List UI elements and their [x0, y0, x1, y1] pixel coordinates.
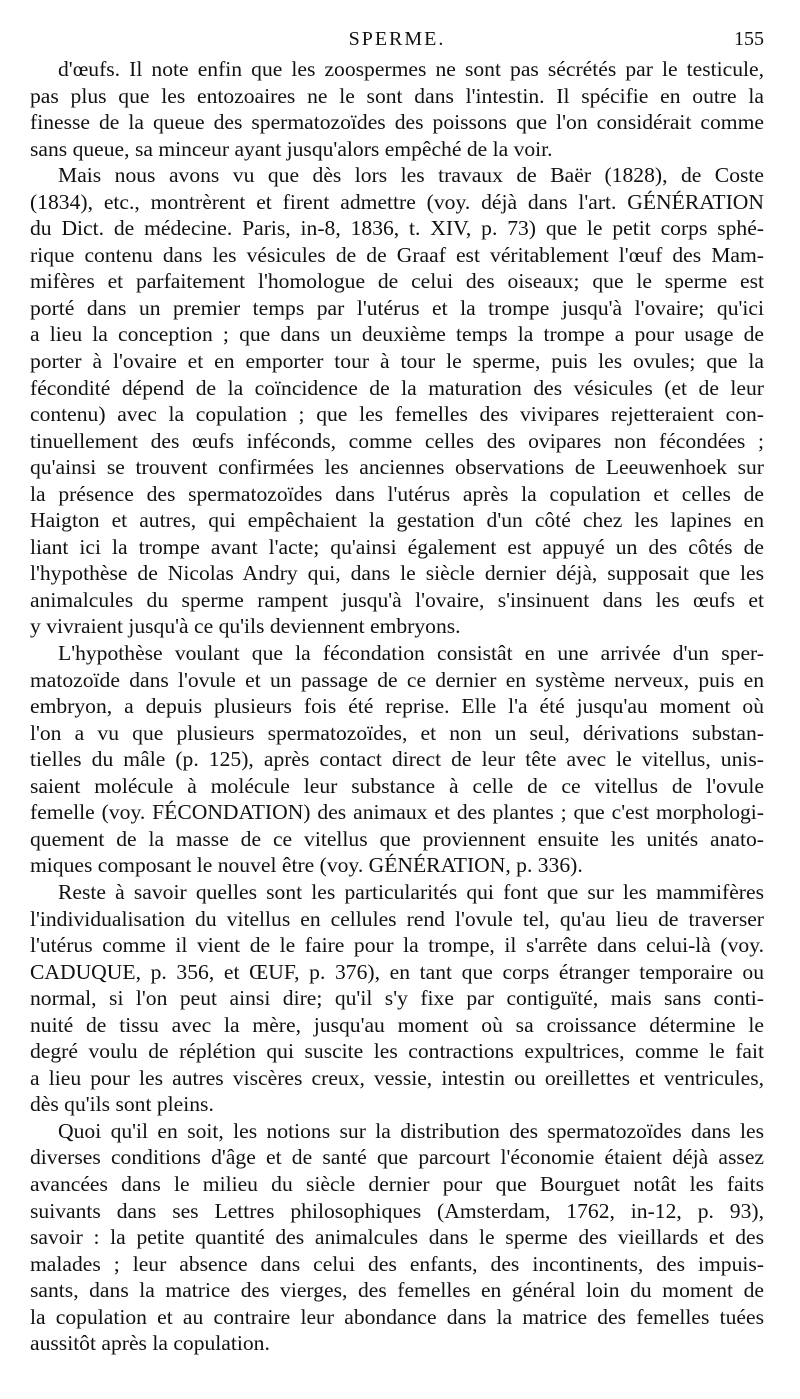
- text-line: d'œufs. Il note enfin que les zoospermes ne sont pas sécrétés par le testicule,: [58, 57, 764, 81]
- text-line: finesse de la queue des spermatozoïdes des poissons que l'on considérait comme: [30, 110, 764, 135]
- paragraph: [30, 879, 764, 1118]
- text-line: miques composant le nouvel être (voy. GÉNÉRATION, p. 336).: [30, 853, 583, 878]
- text-line: normal, si l'on peut ainsi dire; qu'il s'y fixe par contiguïté, mais sans conti-: [30, 986, 764, 1011]
- text-line: CADUQUE, p. 356, et ŒUF, p. 376), en tant que corps étranger temporaire ou: [30, 959, 764, 984]
- body-text: [30, 56, 764, 1357]
- paragraph: [30, 56, 764, 162]
- text-line: Quoi qu'il en soit, les notions sur la distribution des spermatozoïdes dans les: [58, 1118, 764, 1143]
- text-line: sans queue, sa minceur ayant jusqu'alors empêché de la voir.: [30, 136, 553, 161]
- text-line: saient molécule à molécule leur substance à celle de ce vitellus de l'ovule: [30, 773, 764, 798]
- text-line: matozoïde dans l'ovule et un passage de ce dernier en système nerveux, puis en: [30, 667, 764, 692]
- text-line: liant ici la trompe avant l'acte; qu'ainsi également est appuyé un des côtés de: [30, 534, 764, 559]
- text-line: tielles du mâle (p. 125), après contact direct de leur tête avec le vitellus, unis-: [30, 747, 764, 772]
- text-line: du Dict. de médecine. Paris, in-8, 1836, t. XIV, p. 73) que le petit corps sphé-: [30, 216, 764, 241]
- text-line: (1834), etc., montrèrent et firent admettre (voy. déjà dans l'art. GÉNÉRATION: [30, 189, 764, 214]
- text-line: savoir : la petite quantité des animalcules dans le sperme des vieillards et des: [30, 1225, 764, 1250]
- text-line: tinuellement des œufs inféconds, comme celles des ovipares non fécondées ;: [30, 428, 764, 453]
- text-line: porté dans un premier temps par l'utérus et la trompe jusqu'à l'ovaire; qu'ici: [30, 295, 764, 320]
- text-line: suivants dans ses Lettres philosophiques (Amsterdam, 1762, in-12, p. 93),: [30, 1198, 764, 1223]
- text-line: a lieu pour les autres viscères creux, vessie, intestin ou oreillettes et ventricules,: [30, 1065, 764, 1090]
- text-line: contenu) avec la copulation ; que les femelles des vivipares rejetteraient con-: [30, 402, 764, 427]
- text-line: animalcules du sperme rampent jusqu'à l'ovaire, s'insinuent dans les œufs et: [30, 587, 764, 612]
- text-line: Mais nous avons vu que dès lors les travaux de Baër (1828), de Coste: [58, 163, 764, 188]
- text-line: aussitôt après la copulation.: [30, 1331, 270, 1356]
- text-line: diverses conditions d'âge et de santé que parcourt l'économie étaient déjà assez: [30, 1145, 764, 1170]
- paragraph: [30, 1118, 764, 1357]
- text-line: porter à l'ovaire et en emporter tour à tour le sperme, puis les ovules; que la: [30, 349, 764, 374]
- text-line: quement de la masse de ce vitellus que proviennent ensuite les unités anato-: [30, 826, 764, 851]
- text-line: Reste à savoir quelles sont les particularités qui font que sur les mammifères: [58, 879, 764, 904]
- text-line: degré voulu de réplétion qui suscite les contractions expultrices, comme le fait: [30, 1039, 764, 1064]
- text-line: L'hypothèse voulant que la fécondation consistât en une arrivée d'un sper-: [58, 641, 764, 666]
- paragraph: [30, 640, 764, 879]
- text-line: l'individualisation du vitellus en cellules rend l'ovule tel, qu'au lieu de traverser: [30, 906, 764, 931]
- text-line: malades ; leur absence dans celui des enfants, des incontinents, des impuis-: [30, 1251, 764, 1276]
- text-line: femelle (voy. FÉCONDATION) des animaux et des plantes ; que c'est morphologi-: [30, 800, 764, 825]
- text-line: nuité de tissu avec la mère, jusqu'au moment où sa croissance détermine le: [30, 1012, 764, 1037]
- text-line: Haigton et autres, qui empêchaient la gestation d'un côté chez les lapines en: [30, 508, 764, 533]
- text-line: avancées dans le milieu du siècle dernier pour que Bourguet notât les faits: [30, 1171, 764, 1196]
- page-number: 155: [734, 28, 764, 50]
- text-line: la copulation et au contraire leur abondance dans la matrice des femelles tuées: [30, 1304, 764, 1329]
- text-line: fécondité dépend de la coïncidence de la maturation des vésicules (et de leur: [30, 375, 764, 400]
- text-line: la présence des spermatozoïdes dans l'utérus après la copulation et celles de: [30, 481, 764, 506]
- text-line: dès qu'ils sont pleins.: [30, 1092, 214, 1117]
- text-line: rique contenu dans les vésicules de de Graaf est véritablement l'œuf des Mam-: [30, 242, 764, 267]
- text-line: a lieu la conception ; que dans un deuxième temps la trompe a pour usage de: [30, 322, 764, 347]
- text-line: l'on a vu que plusieurs spermatozoïdes, et non un seul, dérivations substan-: [30, 720, 764, 745]
- text-line: l'utérus comme il vient de le faire pour la trompe, il s'arrête dans celui-là (voy.: [30, 933, 764, 958]
- text-line: qu'ainsi se trouvent confirmées les anciennes observations de Leeuwenhoek sur: [30, 455, 764, 480]
- text-line: y vivraient jusqu'à ce qu'ils deviennent embryons.: [30, 614, 461, 639]
- text-line: pas plus que les entozoaires ne le sont dans l'intestin. Il spécifie en outre la: [30, 83, 764, 108]
- text-line: sants, dans la matrice des vierges, des femelles en général loin du moment de: [30, 1278, 764, 1303]
- running-title: SPERME.: [348, 28, 446, 50]
- text-line: l'hypothèse de Nicolas Andry qui, dans le siècle dernier déjà, supposait que les: [30, 561, 764, 586]
- page-header: [30, 22, 764, 56]
- text-line: embryon, a depuis plusieurs fois été reprise. Elle l'a été jusqu'au moment où: [30, 694, 764, 719]
- text-line: mifères et parfaitement l'homologue de celui des oiseaux; que le sperme est: [30, 269, 764, 294]
- paragraph: [30, 162, 764, 640]
